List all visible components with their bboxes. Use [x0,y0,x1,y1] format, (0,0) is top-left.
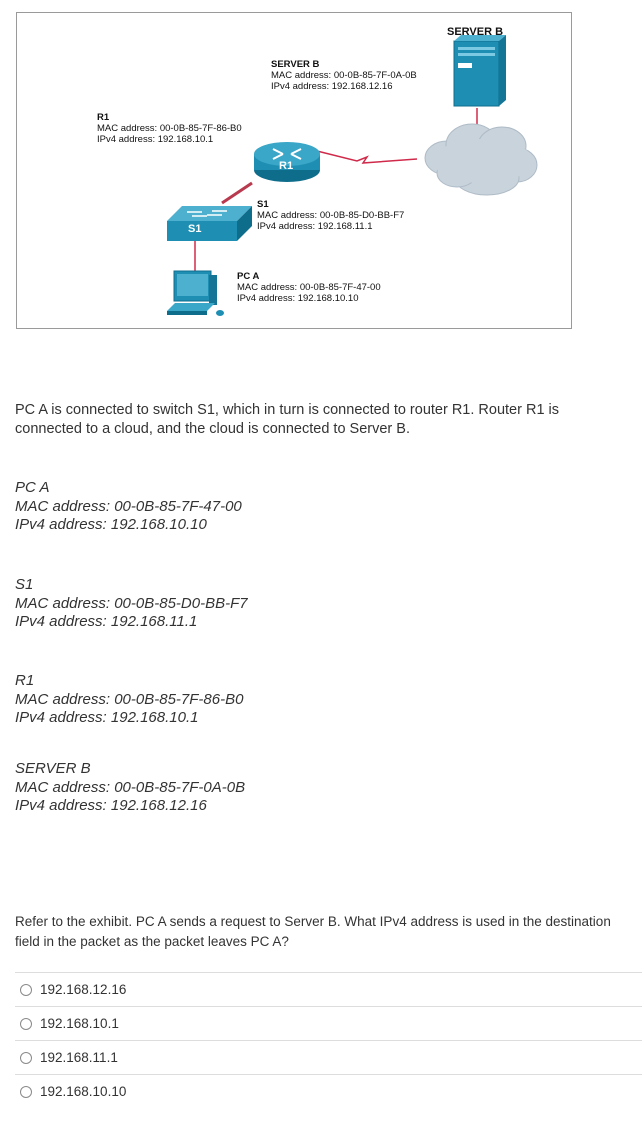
device-name: SERVER B [15,760,91,777]
server-b-info-ipv4: IPv4 address: 192.168.12.16 [271,81,393,92]
radio-button[interactable] [20,1052,32,1064]
switch-icon [167,206,252,241]
server-b-info [271,59,417,92]
device-mac: MAC address: 00-0B-85-7F-47-00 [15,497,242,515]
answer-option[interactable] [15,1006,642,1040]
device-block-pc-a [15,479,242,535]
device-ipv4: IPv4 address: 192.168.12.16 [15,797,207,814]
router-tag: R1 [279,160,294,172]
pc-a-info-mac: MAC address: 00-0B-85-7F-47-00 [237,282,381,293]
server-b-info-title: SERVER B [271,59,320,70]
link-router-cloud [317,151,417,163]
answer-option-label: 192.168.10.10 [40,1084,127,1099]
device-block-s1 [15,576,248,632]
question-text: Refer to the exhibit. PC A sends a request to Server B. What IPv4 address is used in the destination field in the packet as the packet leaves PC A? [15,914,611,949]
device-mac: MAC address: 00-0B-85-7F-86-B0 [15,690,244,708]
device-ipv4: IPv4 address: 192.168.10.10 [15,516,207,533]
device-block-r1 [15,672,243,728]
answer-option-label: 192.168.12.16 [40,982,127,997]
pc-a-info-ipv4: IPv4 address: 192.168.10.10 [237,293,359,304]
answer-options [15,972,642,1108]
device-mac: MAC address: 00-0B-85-7F-0A-0B [15,778,246,796]
switch-tag: S1 [188,223,202,235]
radio-button[interactable] [20,984,32,996]
server-icon [454,35,506,106]
device-mac: MAC address: 00-0B-85-D0-BB-F7 [15,594,248,612]
device-name: S1 [15,576,34,593]
radio-button[interactable] [20,1018,32,1030]
device-ipv4: IPv4 address: 192.168.10.1 [15,709,199,726]
answer-option-label: 192.168.11.1 [40,1050,118,1065]
radio-button[interactable] [20,1086,32,1098]
s1-info-mac: MAC address: 00-0B-85-D0-BB-F7 [257,210,405,221]
link-router-switch [222,183,252,203]
exhibit-description: PC A is connected to switch S1, which in turn is connected to router R1. Router R1 is connected to a cloud, and the cloud is connected to Server B. [15,402,560,437]
device-block-server-b [15,760,245,816]
pc-a-info [237,271,381,304]
answer-option[interactable] [15,1040,642,1074]
pc-a-info-title: PC A [237,271,260,282]
device-ipv4: IPv4 address: 192.168.11.1 [15,613,198,630]
r1-info [97,112,242,145]
r1-info-ipv4: IPv4 address: 192.168.10.1 [97,134,214,145]
answer-option[interactable] [15,972,642,1006]
server-b-header: SERVER B [447,26,504,38]
r1-info-title: R1 [97,112,110,123]
s1-info-title: S1 [257,199,269,210]
device-name: PC A [15,479,50,496]
network-exhibit [16,12,572,329]
answer-option-label: 192.168.10.1 [40,1016,119,1031]
answer-option[interactable] [15,1074,642,1108]
r1-info-mac: MAC address: 00-0B-85-7F-86-B0 [97,123,242,134]
pc-icon [167,271,224,316]
s1-info-ipv4: IPv4 address: 192.168.11.1 [257,221,373,232]
device-name: R1 [15,672,35,689]
server-b-info-mac: MAC address: 00-0B-85-7F-0A-0B [271,70,417,81]
s1-info [257,199,404,232]
